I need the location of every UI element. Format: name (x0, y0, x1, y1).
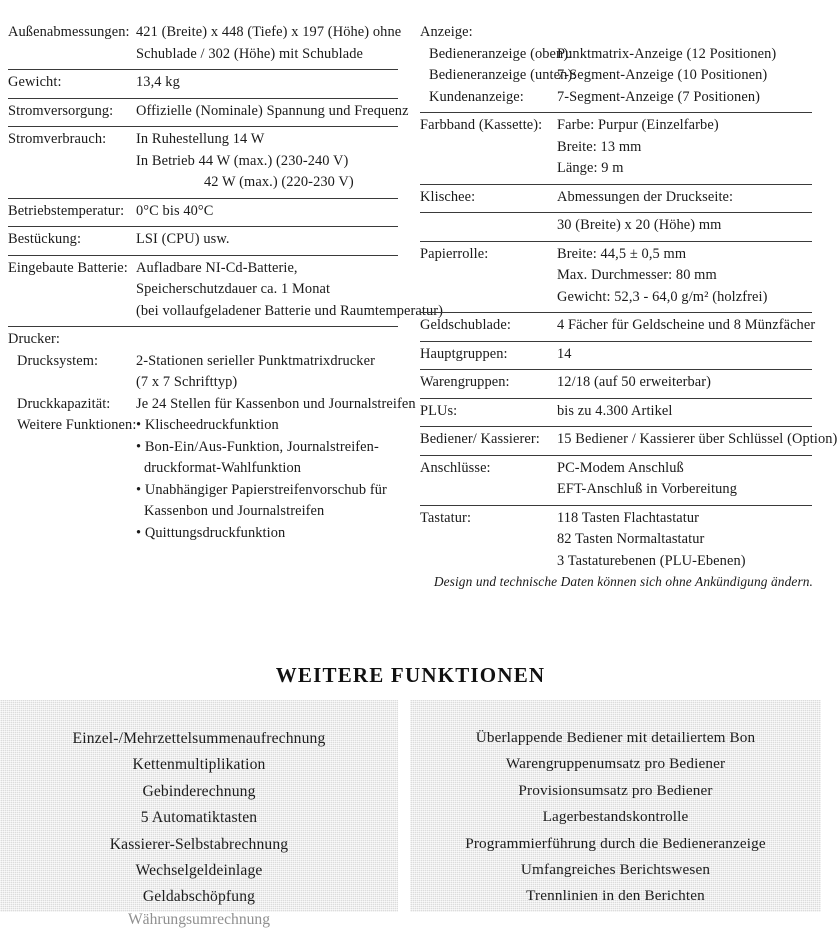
feature-list-item: Kassierer-Selbstabrechnung (109, 835, 289, 853)
spec-group (420, 213, 812, 242)
spec-group (8, 256, 444, 328)
spec-label: Betriebstemperatur: (8, 202, 125, 219)
feature-list-item: Programmierführung durch die Bedieneranzeige (465, 834, 766, 852)
feature-list-item: Umfangreiches Berichtswesen (520, 861, 711, 879)
spec-group (420, 370, 812, 399)
spec-value: In Ruhestellung 14 W (136, 131, 265, 147)
spec-value: Kassenbon und Journalstreifen (144, 503, 325, 519)
spec-value: • Unabhängiger Papierstreifenvorschub für (136, 481, 387, 498)
spec-label: Bedieneranzeige (unten): (429, 67, 577, 83)
spec-value: (bei vollaufgeladener Batterie und Raumtemperatur) (136, 302, 444, 319)
spec-group (8, 199, 398, 228)
feature-list-item: Warengruppenumsatz pro Bediener (505, 755, 726, 773)
feature-list-item: Einzel-/Mehrzettelsummenaufrechnung (72, 730, 326, 747)
spec-value: Breite: 44,5 ± 0,5 mm (557, 245, 687, 262)
spec-group (420, 506, 812, 577)
spec-row (8, 501, 398, 523)
spec-row (420, 65, 812, 87)
spec-row (420, 529, 812, 551)
feature-list-right (410, 700, 821, 910)
feature-list-item: 5 Automatiktasten (140, 809, 258, 827)
spec-group (420, 427, 837, 456)
spec-row (420, 287, 812, 309)
spec-value: Max. Durchmesser: 80 mm (557, 267, 717, 283)
spec-row (8, 172, 398, 194)
spec-row (420, 187, 812, 209)
spec-label: Außenabmessungen: (8, 24, 130, 40)
spec-value: 15 Bediener / Kassierer über Schlüssel (Option) (557, 431, 837, 447)
spec-row (420, 508, 812, 530)
spec-value: bis zu 4.300 Artikel (557, 402, 673, 419)
spec-value: Offizielle (Nominale) Spannung und Frequenz (136, 102, 409, 119)
feature-list-item: Trennlinien in den Berichten (526, 887, 705, 905)
spec-value: 42 W (max.) (220-230 V) (204, 174, 354, 190)
spec-group (8, 99, 409, 128)
spec-value: 30 (Breite) x 20 (Höhe) mm (557, 217, 722, 233)
spec-label: Bestückung: (8, 231, 82, 247)
spec-label: Stromversorgung: (8, 102, 114, 119)
spec-label: Geldschublade: (420, 317, 511, 333)
spec-label: Drucker: (8, 331, 60, 347)
spec-label: Papierrolle: (420, 245, 489, 262)
feature-panel-right (410, 700, 821, 912)
spec-row (420, 372, 812, 394)
spec-row (8, 22, 402, 44)
spec-row (8, 72, 398, 94)
spec-row (420, 265, 812, 287)
spec-group (8, 70, 398, 99)
spec-row (420, 22, 812, 44)
spec-value: 118 Tasten Flachtastatur (557, 509, 700, 526)
spec-label: Warengruppen: (420, 374, 510, 390)
spec-group (8, 20, 402, 70)
spec-label: Farbband (Kassette): (420, 117, 543, 133)
spec-row (420, 158, 812, 180)
spec-value: Abmessungen der Druckseite: (557, 188, 734, 205)
spec-row (8, 258, 398, 280)
spec-value: LSI (CPU) usw. (136, 231, 230, 247)
spec-value: Gewicht: 52,3 - 64,0 g/m² (holzfrei) (557, 288, 768, 305)
spec-group (8, 327, 416, 548)
spec-row (420, 344, 812, 366)
spec-value: 82 Tasten Normaltastatur (557, 531, 705, 547)
spec-row (8, 394, 416, 416)
spec-value: 7-Segment-Anzeige (7 Positionen) (557, 88, 761, 105)
spec-label: Stromverbrauch: (8, 131, 107, 147)
spec-label: Anzeige: (420, 24, 473, 40)
spec-value: 12/18 (auf 50 erweiterbar) (557, 374, 712, 390)
spec-value: 13,4 kg (136, 74, 180, 90)
spec-row (420, 87, 812, 109)
spec-value: 2-Stationen serieller Punktmatrixdrucker (136, 352, 375, 369)
spec-row (420, 115, 812, 137)
spec-value: 0°C bis 40°C (136, 202, 214, 219)
spec-value: 14 (557, 345, 572, 362)
spec-row (420, 44, 812, 66)
feature-panels (0, 700, 821, 928)
spec-value: druckformat-Wahlfunktion (144, 460, 302, 476)
spec-group (420, 185, 812, 214)
spec-label: PLUs: (420, 402, 458, 419)
spec-value: • Quittungsdruckfunktion (136, 524, 286, 541)
spec-row (8, 201, 398, 223)
spec-table-right (420, 20, 837, 576)
spec-row (8, 351, 398, 373)
spec-value: Punktmatrix-Anzeige (12 Positionen) (557, 45, 777, 62)
feature-list-item: Geldabschöpfung (142, 888, 256, 906)
spec-group (420, 313, 816, 342)
feature-list-item: Überlappende Bediener mit detailiertem Bon (475, 729, 756, 746)
spec-group (8, 127, 398, 199)
spec-group (420, 113, 812, 185)
spec-group (420, 242, 812, 314)
spec-row (8, 229, 398, 251)
feature-panel-left (0, 700, 398, 928)
spec-value: EFT-Anschluß in Vorbereitung (557, 481, 738, 497)
spec-row (420, 244, 812, 266)
spec-group (420, 20, 812, 113)
spec-row (8, 44, 398, 66)
spec-value: Schublade / 302 (Höhe) mit Schublade (136, 45, 364, 62)
spec-row (8, 437, 398, 459)
spec-row (8, 415, 398, 437)
spec-row (8, 329, 398, 351)
spec-label: Bediener/ Kassierer: (420, 431, 540, 447)
spec-value: 4 Fächer für Geldscheine und 8 Münzfächer (557, 317, 816, 333)
spec-label: Tastatur: (420, 509, 472, 526)
spec-value: Speicherschutzdauer ca. 1 Monat (136, 281, 331, 297)
spec-row (420, 215, 812, 237)
spec-label: Bedieneranzeige (oben): (429, 45, 573, 62)
section-heading-weitere-funktionen: WEITERE FUNKTIONEN (275, 663, 546, 687)
spec-label: Weitere Funktionen: (17, 417, 137, 433)
feature-list-item: Wechselgeldeinlage (135, 862, 263, 880)
spec-row (8, 101, 409, 123)
spec-label: Druckkapazität: (17, 395, 111, 412)
spec-label: Gewicht: (8, 74, 62, 90)
feature-list-item: Provisionsumsatz pro Bediener (518, 781, 713, 799)
spec-row (8, 372, 398, 394)
spec-label: Hauptgruppen: (420, 345, 508, 362)
spec-value: In Betrieb 44 W (max.) (230-240 V) (136, 152, 349, 169)
spec-row (8, 279, 398, 301)
spec-row (420, 315, 816, 337)
spec-value: • Klischeedruckfunktion (136, 417, 279, 433)
spec-value: 7-Segment-Anzeige (10 Positionen) (557, 67, 768, 83)
spec-label: Drucksystem: (17, 352, 99, 369)
spec-value: 3 Tastaturebenen (PLU-Ebenen) (557, 552, 746, 569)
disclaimer-text: Design und technische Daten können sich ohne Ankündigung ändern. (433, 574, 813, 589)
spec-value: • Bon-Ein/Aus-Funktion, Journalstreifen- (136, 438, 379, 455)
spec-row (8, 480, 398, 502)
spec-row (420, 429, 837, 451)
spec-value: Je 24 Stellen für Kassenbon und Journalstreifen (136, 395, 416, 412)
spec-row (8, 301, 444, 323)
spec-value: PC-Modem Anschluß (557, 459, 684, 476)
feature-list-item: Lagerbestandskontrolle (542, 808, 689, 826)
spec-row (420, 479, 812, 501)
spec-value: Länge: 9 m (557, 160, 624, 176)
spec-row (8, 523, 398, 545)
spec-group (8, 227, 398, 256)
spec-group (420, 399, 812, 428)
spec-value: (7 x 7 Schrifttyp) (136, 374, 238, 390)
spec-row (420, 458, 812, 480)
feature-list-item: Gebinderechnung (142, 782, 256, 800)
spec-group (420, 342, 812, 371)
spec-row (420, 401, 812, 423)
spec-row (8, 458, 398, 480)
spec-label: Eingebaute Batterie: (8, 259, 128, 276)
spec-value: Aufladbare NI-Cd-Batterie, (136, 259, 298, 276)
spec-value: Breite: 13 mm (557, 138, 642, 155)
feature-list-left-clipped-item: Währungsumrechnung (127, 911, 271, 928)
spec-row (8, 151, 398, 173)
spec-label: Kundenanzeige: (429, 88, 524, 105)
spec-row (8, 129, 398, 151)
spec-label: Klischee: (420, 188, 476, 205)
spec-row (420, 551, 812, 573)
spec-row (420, 137, 812, 159)
spec-label: Anschlüsse: (420, 459, 491, 476)
spec-value: 421 (Breite) x 448 (Tiefe) x 197 (Höhe) ohne (136, 24, 402, 40)
spec-value: Farbe: Purpur (Einzelfarbe) (557, 117, 719, 133)
spec-group (420, 456, 812, 506)
feature-list-item: Kettenmultiplikation (132, 756, 266, 774)
